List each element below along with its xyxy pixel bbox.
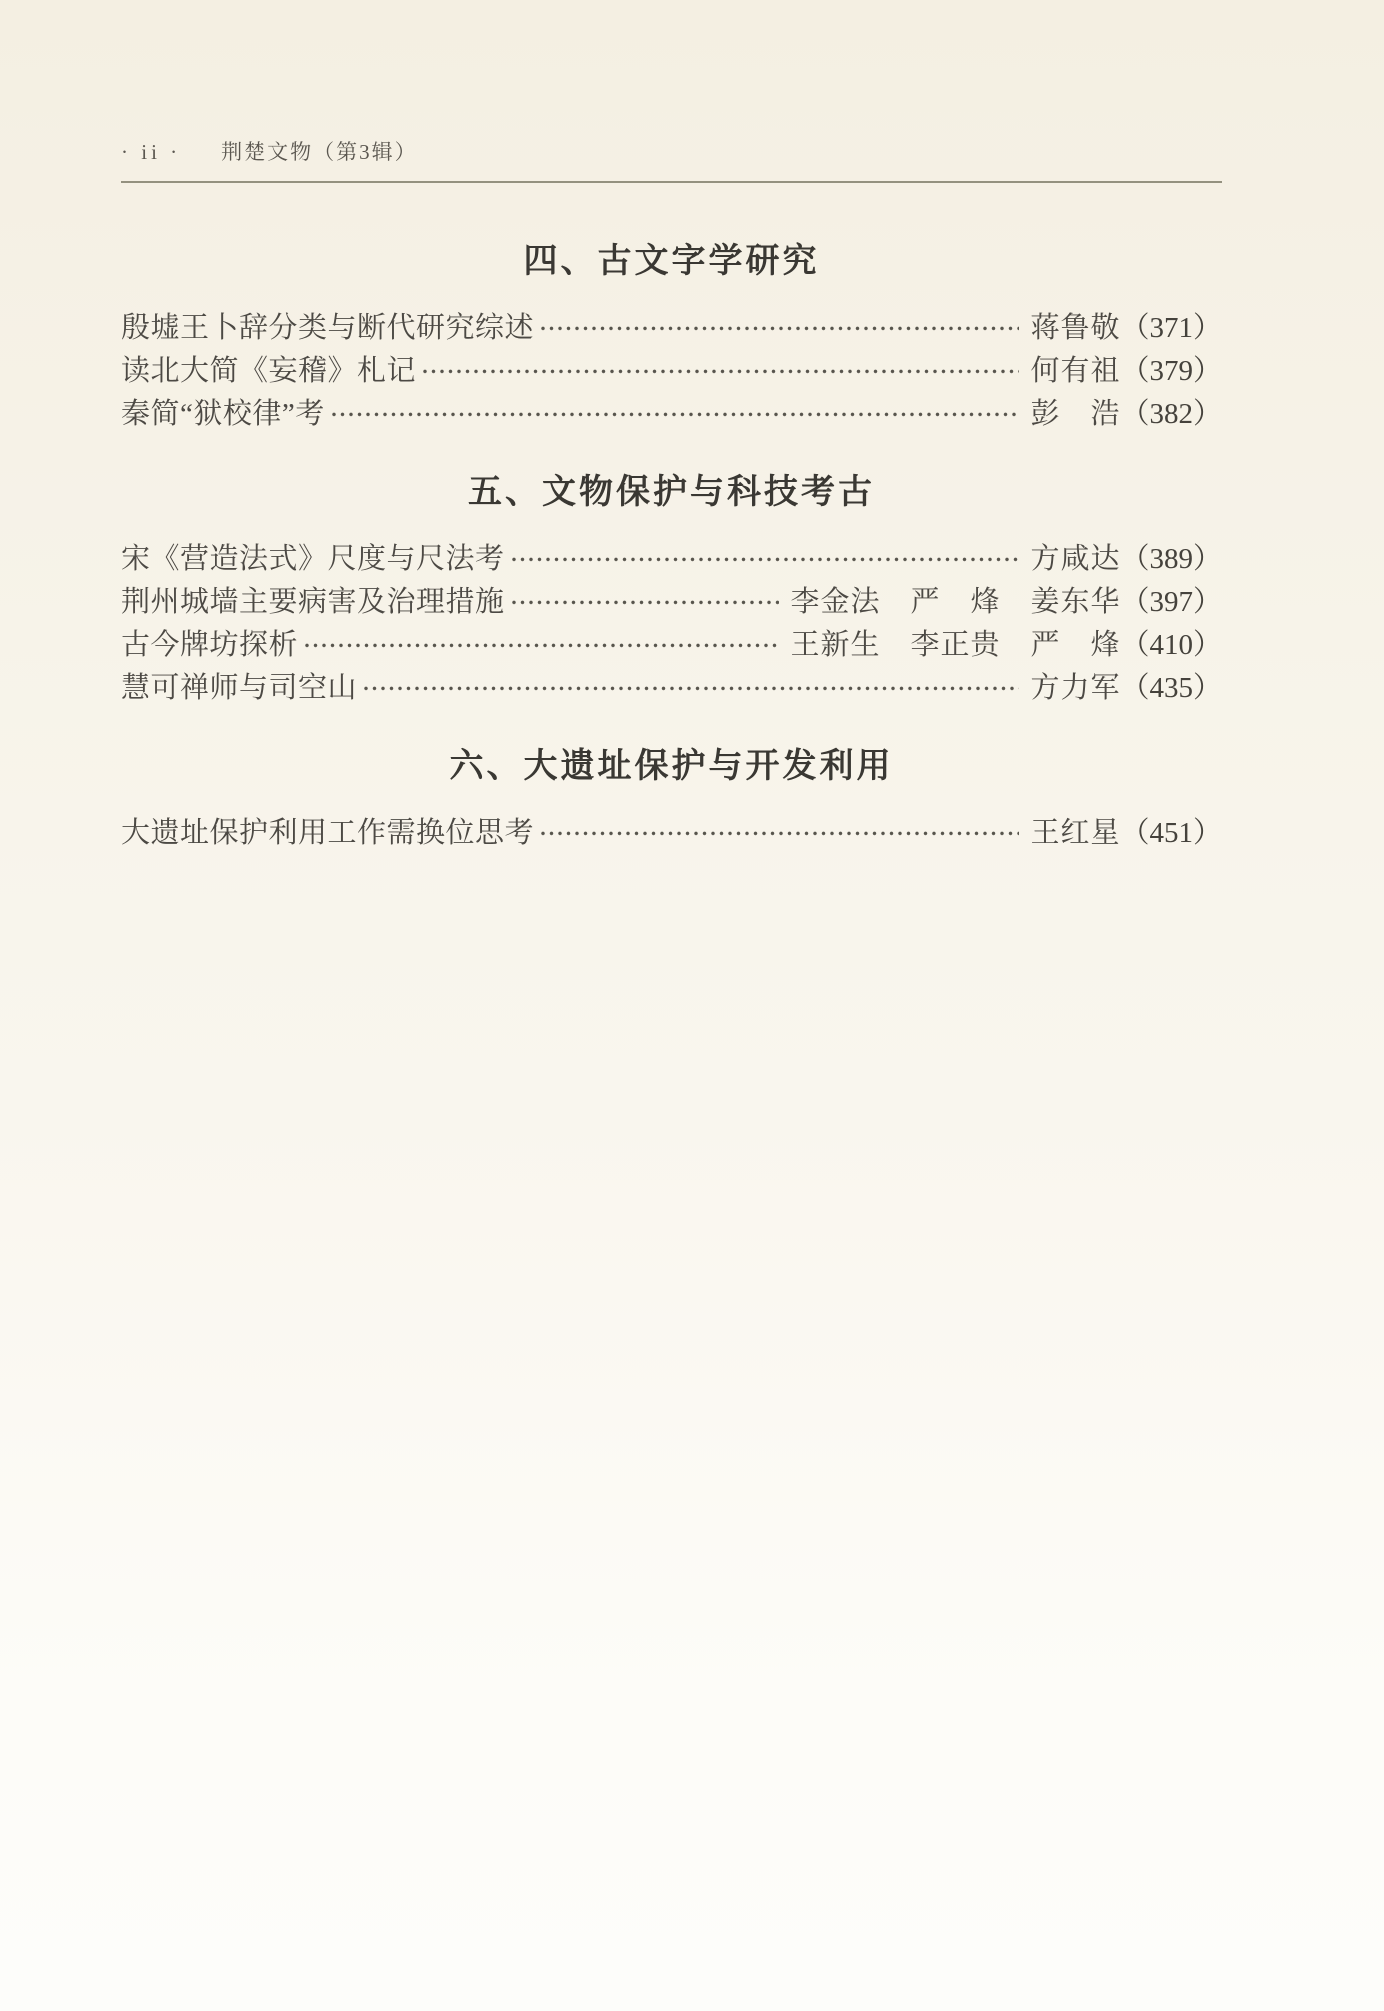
dot-leader	[303, 624, 781, 667]
entry-authors: 方力军	[1030, 672, 1121, 704]
book-title: 荆楚文物（第3辑）	[221, 140, 418, 164]
entry-authors: 李金法 严 烽 姜东华	[790, 586, 1121, 618]
entry-page-number: （397）	[1120, 586, 1222, 618]
toc-entry	[121, 667, 1222, 710]
section-title: 六、大遗址保护与开发利用	[449, 746, 894, 786]
toc-entry	[121, 307, 1222, 350]
entry-title: 读北大简《妄稽》札记	[121, 355, 417, 387]
dot-leader	[539, 812, 1021, 855]
toc-entry	[121, 624, 1222, 667]
entry-page-number: （451）	[1120, 817, 1222, 849]
toc-entry	[121, 393, 1222, 436]
entry-authors: 王红星	[1030, 817, 1121, 849]
scanned-toc-page	[121, 0, 1222, 855]
toc-entry	[121, 812, 1222, 855]
entry-title: 殷墟王卜辞分类与断代研究综述	[121, 312, 535, 344]
entry-title: 宋《营造法式》尺度与尺法考	[121, 543, 505, 575]
entry-page-number: （435）	[1120, 672, 1222, 704]
toc-section	[121, 237, 1222, 436]
entry-authors: 彭 浩	[1030, 398, 1121, 430]
entry-title: 秦简“狱校律”考	[121, 398, 325, 430]
running-head	[121, 136, 1222, 166]
toc-entry	[121, 538, 1222, 581]
folio-marker: · ii ·	[121, 140, 182, 164]
entry-authors: 方咸达	[1030, 543, 1121, 575]
entry-page-number: （389）	[1120, 543, 1222, 575]
toc-section	[121, 468, 1222, 710]
toc-section	[121, 742, 1222, 855]
entry-title: 古今牌坊探析	[121, 629, 299, 661]
dot-leader	[510, 581, 782, 624]
entry-page-number: （371）	[1120, 312, 1222, 344]
toc-entry	[121, 350, 1222, 393]
section-title: 五、文物保护与科技考古	[468, 472, 875, 512]
dot-leader	[421, 350, 1021, 393]
entry-title: 荆州城墙主要病害及治理措施	[121, 586, 505, 618]
header-rule	[121, 181, 1222, 183]
dot-leader	[539, 307, 1021, 350]
section-title: 四、古文字学研究	[523, 241, 820, 281]
entry-authors: 何有祖	[1030, 355, 1121, 387]
toc-entry	[121, 581, 1222, 624]
entry-title: 慧可禅师与司空山	[121, 672, 358, 704]
entry-page-number: （382）	[1120, 398, 1222, 430]
dot-leader	[510, 538, 1022, 581]
dot-leader	[330, 393, 1022, 436]
entry-authors: 蒋鲁敬	[1030, 312, 1121, 344]
entry-page-number: （410）	[1120, 629, 1222, 661]
dot-leader	[362, 667, 1021, 710]
toc-sections	[121, 237, 1222, 855]
entry-authors: 王新生 李正贵 严 烽	[790, 629, 1121, 661]
entry-page-number: （379）	[1120, 355, 1222, 387]
entry-title: 大遗址保护利用工作需换位思考	[121, 817, 535, 849]
